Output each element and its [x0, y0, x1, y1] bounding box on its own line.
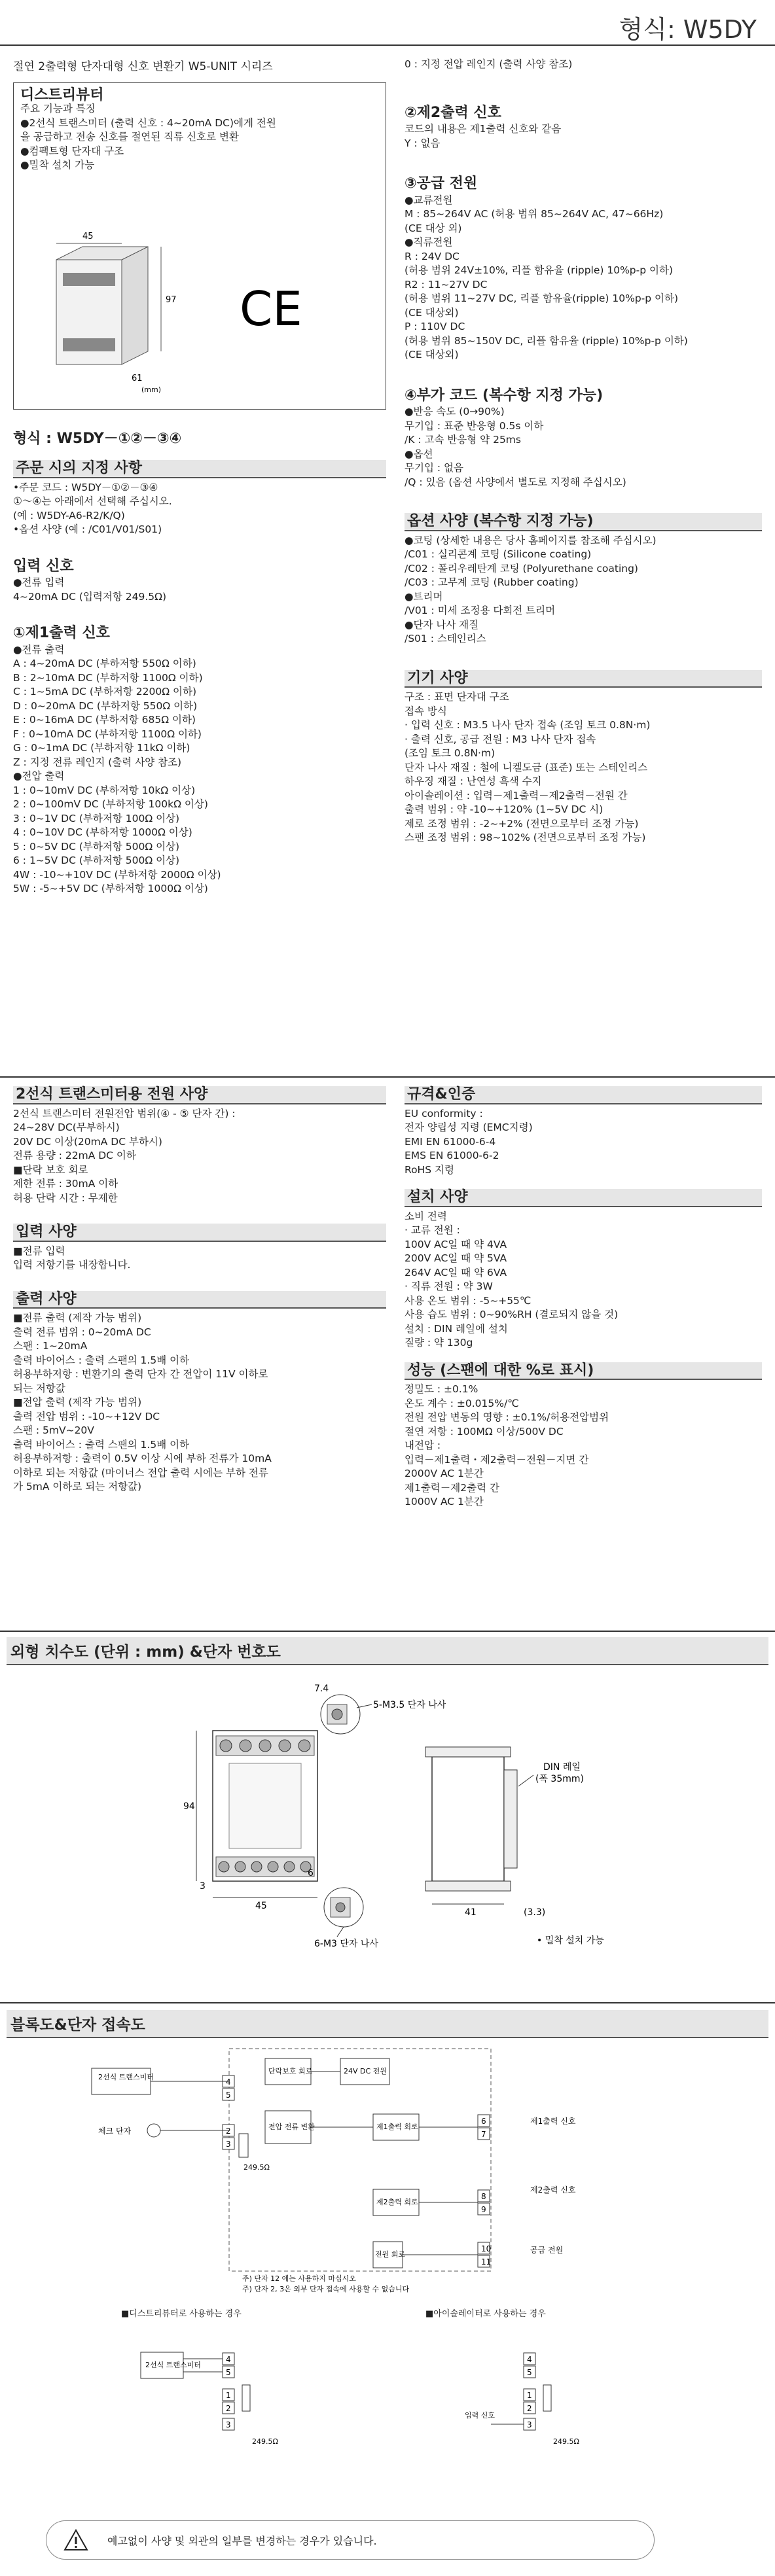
- text-line: EMI EN 61000-6-4: [405, 1135, 496, 1148]
- text-line: 하우징 재질 : 난연성 흑색 수지: [405, 775, 542, 787]
- text-line: E : 0~16mA DC (부하저항 685Ω 이하): [13, 714, 196, 726]
- text-line: 아이솔레이션 : 입력－제1출력－제2출력－전원 간: [405, 789, 628, 802]
- text-line: /Q : 있음 (옵션 사양에서 별도로 지정해 주십시오): [405, 476, 626, 488]
- text-line: Z : 지정 전류 레인지 (출력 사양 참조): [13, 756, 182, 768]
- footer-note: 예고없이 사양 및 외관의 일부를 변경하는 경우가 있습니다.: [107, 2534, 377, 2547]
- device-lines: [405, 690, 762, 845]
- standards-title: 규격&인증: [405, 1086, 762, 1104]
- block-title: 블록도&단자 접속도: [7, 2010, 768, 2038]
- output1-lines: [13, 643, 386, 896]
- case1-title: ■디스트리뷰터로 사용하는 경우: [121, 2309, 242, 2319]
- transmitter-power-lines: [13, 1107, 386, 1206]
- text-line: ●전류 입력: [13, 576, 65, 588]
- text-line: · 출력 신호, 공급 전원 : M3 나사 단자 접속: [405, 733, 596, 745]
- text-line: /C03 : 고무계 코팅 (Rubber coating): [405, 576, 579, 588]
- text-line: 제한 전류 : 30mA 이하: [13, 1178, 118, 1190]
- order-lines: [13, 481, 386, 537]
- text-line: 4~20mA DC (입력저항 249.5Ω): [13, 590, 167, 603]
- terminal-screw: [240, 1740, 251, 1752]
- text-line: ●반응 속도 (0→90%): [405, 406, 505, 417]
- case2-terminals: [524, 2353, 535, 2430]
- terminal-number: 7: [481, 2130, 486, 2139]
- text-line: B : 2~10mA DC (부하저항 1100Ω 이하): [13, 671, 203, 684]
- terminal-screw: [268, 1861, 278, 1872]
- text-line: 전원 전압 변동의 영향 : ±0.1%/허용전압범위: [405, 1411, 609, 1423]
- input-resistor: [239, 2134, 248, 2157]
- terminal-screw: [298, 1740, 310, 1752]
- dim-3: 3: [200, 1881, 206, 1892]
- case1-res: 249.5Ω: [252, 2437, 278, 2446]
- terminal-number: 4: [226, 2077, 231, 2087]
- divider-3: [0, 2002, 775, 2003]
- text-line: ■전류 출력 (제작 가능 범위): [13, 1312, 142, 1324]
- text-line: D : 0~20mA DC (부하저항 550Ω 이하): [13, 699, 198, 712]
- text-line: 허용부하저항 : 변환기의 출력 단자 간 전압이 11V 이하로: [13, 1368, 268, 1380]
- input-signal-title: 입력 신호: [13, 557, 74, 574]
- din-width: (폭 35mm): [535, 1774, 584, 1784]
- text-line: F : 0~10mA DC (부하저항 1100Ω 이하): [13, 728, 202, 740]
- check-terminal: [147, 2124, 160, 2137]
- o2-label: 제2출력 회로: [376, 2198, 418, 2206]
- text-line: 되는 저항값: [13, 1382, 65, 1394]
- options-title: 옵션 사양 (복수항 지정 가능): [405, 513, 762, 531]
- text-line: 4W : -10~+10V DC (부하저항 2000Ω 이상): [13, 868, 221, 881]
- text-line: ●직류전원: [405, 236, 453, 248]
- text-line: 전자 양립성 지령 (EMC지령): [405, 1121, 533, 1133]
- text-line: 6 : 1~5V DC (부하저항 500Ω 이상): [13, 855, 180, 866]
- text-line: 가 5mA 이하로 되는 저항값): [13, 1481, 142, 1492]
- terminal-number: 1: [226, 2391, 231, 2400]
- output2-section: [405, 106, 762, 151]
- input-spec-title: 입력 사양: [13, 1224, 386, 1242]
- text-line: ●밀착 설치 가능: [20, 159, 95, 171]
- text-line: (허용 범위 11~27V DC, 리플 함유율(ripple) 10%p-p 이하): [405, 292, 679, 304]
- screw-label-35: 5-M3.5 단자 나사: [373, 1700, 446, 1710]
- divider-2: [0, 1631, 775, 1632]
- text-line: 2 : 0~100mV DC (부하저항 100kΩ 이상): [13, 798, 208, 810]
- zoom-bottom-screw-head: [336, 1903, 345, 1912]
- terminal-number: 2: [226, 2126, 231, 2136]
- note2: 주) 단자 2, 3은 외부 단자 접속에 사용할 수 없습니다: [242, 2285, 410, 2293]
- front-terminals-bottom: [216, 1857, 314, 1877]
- res-label: 249.5Ω: [243, 2163, 270, 2172]
- text-line: Y : 없음: [405, 137, 441, 149]
- terminal-number: 3: [527, 2420, 532, 2429]
- dim-41: 41: [465, 1907, 477, 1918]
- footer-note-box: [46, 2520, 655, 2560]
- text-line: 264V AC일 때 약 6VA: [405, 1266, 507, 1279]
- text-line: ●교류전원: [405, 194, 453, 206]
- power-section: [405, 177, 762, 362]
- dim-61: 61: [132, 373, 143, 383]
- dim-97: 97: [166, 294, 177, 305]
- input-spec-lines: [13, 1244, 386, 1273]
- connection-examples: [7, 2306, 768, 2470]
- text-line: G : 0~1mA DC (부하저항 11kΩ 이하): [13, 742, 190, 754]
- text-line: /S01 : 스테인리스: [405, 633, 486, 644]
- terminal-screw: [284, 1861, 295, 1872]
- text-line: 4 : 0~10V DC (부하저항 1000Ω 이상): [13, 826, 192, 838]
- text-line: (허용 범위 24V±10%, 리플 함유율 (ripple) 10%p-p 이하): [405, 264, 673, 276]
- text-line: (예 : W5DY-A6-R2/K/Q): [13, 509, 125, 521]
- text-line: 접속 방식: [405, 705, 447, 717]
- terminal-number: 2: [527, 2404, 532, 2413]
- terminal-number: 5: [527, 2368, 532, 2377]
- input-spec-section: [13, 1224, 386, 1273]
- input-signal-section: [13, 559, 386, 605]
- text-line: ■전압 출력 (제작 가능 범위): [13, 1396, 142, 1408]
- dimensions-title: 외형 치수도 (단위 : mm) &단자 번호도: [7, 1637, 768, 1665]
- text-line: ●컴팩트형 단자대 구조: [20, 145, 124, 157]
- dim-33: (3.3): [524, 1907, 546, 1918]
- case1-tx-label: 2선식 트랜스미터: [145, 2361, 201, 2369]
- text-line: A : 4~20mA DC (부하저항 550Ω 이하): [13, 658, 196, 669]
- text-line: · 교류 전원 :: [405, 1224, 460, 1236]
- distributor-product-figure: [20, 214, 361, 397]
- text-line: (조임 토크 0.8N·m): [405, 747, 496, 759]
- order-section: [13, 460, 386, 537]
- text-line: 2선식 트랜스미터 전원전압 범위(④ - ⑤ 단자 간) :: [13, 1107, 236, 1120]
- performance-section: [405, 1362, 762, 1509]
- block-section: [7, 2010, 768, 2470]
- text-line: ●전압 출력: [13, 770, 65, 782]
- options-section: [405, 513, 762, 646]
- text-line: RoHS 지령: [405, 1163, 454, 1176]
- terminal-screw: [259, 1740, 271, 1752]
- dim-94: 94: [183, 1801, 195, 1812]
- tx-box: [92, 2068, 151, 2094]
- text-line: 허용부하저항 : 출력이 0.5V 이상 시에 부하 전류가 10mA: [13, 1453, 272, 1464]
- text-line: 2000V AC 1분간: [405, 1468, 484, 1479]
- o2sig-label: 제2출력 신호: [530, 2185, 576, 2195]
- text-line: ●코팅 (상세한 내용은 당사 홈페이지를 참조해 주십시오): [405, 534, 657, 546]
- text-line: 입력 저항기를 내장합니다.: [13, 1259, 131, 1271]
- case2-input: 입력 신호: [465, 2411, 496, 2420]
- side-bottom: [425, 1881, 511, 1891]
- text-line: 허용 단락 시간 : 무제한: [13, 1191, 118, 1204]
- text-line: (CE 대상외): [405, 349, 459, 361]
- text-line: 1 : 0~10mV DC (부하저항 10kΩ 이상): [13, 784, 196, 796]
- text-line: 제1출력－제2출력 간: [405, 1481, 499, 1494]
- output1-title: ①제1출력 신호: [13, 625, 110, 641]
- model-label: 형식: W5DY: [619, 15, 757, 44]
- text-line: ●전류 출력: [13, 643, 65, 656]
- right-terminals: [478, 2115, 491, 2267]
- terminal-row-bottom: [63, 338, 115, 351]
- mount-note: • 밀착 설치 가능: [537, 1935, 604, 1946]
- text-line: 출력 전류 범위 : 0~20mA DC: [13, 1326, 151, 1338]
- install-lines: [405, 1210, 762, 1350]
- left-terminals: [223, 2075, 234, 2149]
- terminal-number: 5: [226, 2368, 231, 2377]
- product-side: [122, 247, 148, 364]
- dim-6: 6: [308, 1868, 314, 1879]
- side-view-outline: [432, 1757, 504, 1881]
- terminal-screw: [219, 1861, 229, 1872]
- standards-section: [405, 1086, 762, 1177]
- right-column-middle: [405, 1086, 762, 1509]
- o1-label: 제1출력 회로: [376, 2123, 418, 2131]
- text-line: 출력 전압 범위 : -10~+12V DC: [13, 1410, 160, 1422]
- text-line: 무기입 : 없음: [405, 462, 463, 474]
- text-line: •주문 코드 : W5DY－①②－③④: [13, 481, 158, 493]
- divider-1: [0, 1076, 775, 1078]
- text-line: 100V AC일 때 약 4VA: [405, 1238, 507, 1250]
- install-title: 설치 사양: [405, 1189, 762, 1207]
- text-line: ■전류 입력: [13, 1244, 65, 1257]
- text-line: 정밀도 : ±0.1%: [405, 1383, 478, 1395]
- psu-label: 전원 회로: [375, 2250, 406, 2259]
- output-spec-title: 출력 사양: [13, 1291, 386, 1309]
- terminal-number: 6: [481, 2117, 486, 2126]
- text-line: 질량 : 약 130g: [405, 1337, 473, 1349]
- text-line: /V01 : 미세 조정용 다회전 트리머: [405, 605, 556, 616]
- output-spec-section: [13, 1291, 386, 1494]
- dim-45-front: 45: [255, 1901, 267, 1911]
- connection-drawings: [7, 2320, 768, 2470]
- text-line: 스팬 : 5mV~20V: [13, 1424, 94, 1436]
- text-line: 스팬 : 1~20mA: [13, 1340, 88, 1352]
- text-line: R : 24V DC: [405, 250, 460, 262]
- text-line: /C01 : 실리콘계 코팅 (Silicone coating): [405, 548, 592, 560]
- terminal-number: 3: [226, 2420, 231, 2429]
- dc24-label: 24V DC 전원: [344, 2067, 387, 2075]
- right-column-top: [405, 58, 762, 845]
- text-line: ①～④는 아래에서 선택해 주십시오.: [13, 495, 172, 507]
- output2-lines: [405, 122, 762, 150]
- text-line: EMS EN 61000-6-2: [405, 1150, 499, 1161]
- terminal-screw: [279, 1740, 291, 1752]
- text-line: 제로 조정 범위 : -2~+2% (전면으로부터 조정 가능): [405, 817, 639, 830]
- case1-terminals: [223, 2353, 234, 2430]
- terminal-number: 4: [226, 2355, 231, 2364]
- text-line: •옵션 사양 (예 : /C01/V01/S01): [13, 523, 162, 535]
- text-line: 을 공급하고 전송 신호를 절연된 직류 신호로 변환: [20, 131, 239, 143]
- transmitter-power-section: [13, 1086, 386, 1205]
- terminal-number: 3: [226, 2140, 231, 2149]
- text-line: /C02 : 폴리우레탄계 코팅 (Polyurethane coating): [405, 562, 638, 574]
- text-line: 주요 기능과 특징: [20, 103, 96, 115]
- wires: [151, 2072, 478, 2255]
- text-line: 전류 용량 : 22mA DC 이하: [13, 1150, 136, 1161]
- power-lines: [405, 194, 762, 362]
- text-line: 절연 저항 : 100MΩ 이상/500V DC: [405, 1425, 564, 1438]
- terminal-number: 2: [226, 2404, 231, 2413]
- din-leader: [518, 1775, 533, 1786]
- text-line: 3 : 0~1V DC (부하저항 100Ω 이상): [13, 812, 180, 824]
- terminal-number: 4: [527, 2355, 532, 2364]
- model-code: 형식 : W5DY－①②－③④: [13, 430, 182, 447]
- text-line: 출력 바이어스 : 출력 스팬의 1.5배 이하: [13, 1354, 190, 1366]
- distributor-title: 디스트리뷰터: [20, 86, 104, 103]
- text-line: 이하로 되는 저항값 (마이너스 전압 출력 시에는 부하 전류: [13, 1466, 268, 1479]
- text-line: ●옵션: [405, 448, 433, 460]
- front-panel: [229, 1763, 301, 1848]
- text-line: 무기입 : 표준 반응형 0.5s 이하: [405, 419, 544, 432]
- terminal-screw: [235, 1861, 245, 1872]
- terminal-row-top: [63, 273, 115, 286]
- device-section: [405, 670, 762, 845]
- text-line: (허용 범위 85~150V DC, 리플 함유율 (ripple) 10%p-p 이하): [405, 334, 688, 347]
- ce-mark: CE: [240, 281, 302, 336]
- text-line: ●트리머: [405, 590, 443, 603]
- warning-icon: [63, 2528, 89, 2552]
- screw-leader-35: [357, 1704, 372, 1708]
- power-title: ③공급 전원: [405, 175, 478, 192]
- terminal-number: 10: [481, 2244, 492, 2253]
- supply-label: 공급 전원: [530, 2246, 564, 2255]
- text-line: 단자 나사 재질 : 철에 니켈도금 (표준) 또는 스테인리스: [405, 761, 648, 773]
- text-line: 스팬 조정 범위 : 98~102% (전면으로부터 조정 가능): [405, 832, 646, 843]
- terminal-screw: [251, 1861, 262, 1872]
- text-line: (CE 대상외): [405, 306, 459, 319]
- text-line: ■단락 보호 회로: [13, 1163, 88, 1176]
- text-line: 출력 범위 : 약 -10~+120% (1~5V DC 시): [405, 803, 604, 815]
- order-title: 주문 시의 지정 사항: [13, 460, 386, 478]
- din-clip: [504, 1770, 517, 1868]
- terminal-number: 11: [481, 2257, 492, 2267]
- text-line: 사용 습도 범위 : 0~90%RH (결로되지 않을 것): [405, 1309, 619, 1320]
- din-label: DIN 레일: [543, 1762, 581, 1773]
- text-line: 코드의 내용은 제1출력 신호와 같음: [405, 123, 562, 135]
- dim-45: 45: [82, 231, 94, 241]
- block-diagram: [7, 2042, 768, 2304]
- dimension-drawing: [7, 1672, 768, 1960]
- dim-unit: (mm): [141, 385, 162, 394]
- screw-leader-3: [337, 1927, 344, 1937]
- text-line: ●2선식 트랜스미터 (출력 신호 : 4~20mA DC)에게 전원: [20, 116, 276, 129]
- screw-label-3: 6-M3 단자 나사: [314, 1939, 378, 1949]
- text-line: · 입력 신호 : M3.5 나사 단자 접속 (조임 토크 0.8N·m): [405, 719, 651, 731]
- o1sig-label: 제1출력 신호: [530, 2117, 576, 2126]
- text-line: P : 110V DC: [405, 321, 465, 332]
- terminal-screw: [220, 1740, 232, 1752]
- terminal-number: 5: [226, 2091, 231, 2100]
- terminal-number: 1: [527, 2391, 532, 2400]
- text-line: 소비 전력: [405, 1210, 447, 1222]
- distributor-box: [13, 82, 386, 410]
- transmitter-power-title: 2선식 트랜스미터용 전원 사양: [13, 1086, 386, 1104]
- case2-title: ■아이솔레이터로 사용하는 경우: [425, 2309, 546, 2319]
- text-line: 내전압 :: [405, 1439, 441, 1451]
- case2-res: 249.5Ω: [553, 2437, 579, 2446]
- text-line: 20V DC 이상(20mA DC 부하시): [13, 1135, 162, 1148]
- output2-title: ②제2출력 신호: [405, 104, 501, 121]
- performance-lines: [405, 1383, 762, 1509]
- text-line: EU conformity :: [405, 1107, 483, 1120]
- case2-resistor: [543, 2385, 551, 2411]
- intro-title: 절연 2출력형 단자대형 신호 변환기 W5-UNIT 시리즈: [13, 60, 273, 73]
- text-line: 사용 온도 범위 : -5~+55℃: [405, 1294, 532, 1307]
- input-signal-lines: [13, 576, 386, 604]
- text-line: 구조 : 표면 단자대 구조: [405, 691, 509, 703]
- standards-lines: [405, 1107, 762, 1178]
- text-line: · 직류 전원 : 약 3W: [405, 1280, 493, 1292]
- addon-title: ④부가 코드 (복수항 지정 가능): [405, 387, 604, 404]
- output1-section: [13, 626, 386, 896]
- distributor-lines: [20, 102, 379, 173]
- zoom-top-screw-head: [332, 1709, 342, 1720]
- text-line: ●단자 나사 재질: [405, 618, 479, 631]
- addon-lines: [405, 405, 762, 489]
- side-top: [425, 1747, 511, 1757]
- check-label: 체크 단자: [98, 2126, 132, 2136]
- header-bar: [0, 0, 775, 46]
- text-line: C : 1~5mA DC (부하저항 2200Ω 이하): [13, 686, 197, 697]
- text-line: 24~28V DC(무부하시): [13, 1121, 120, 1133]
- output-spec-lines: [13, 1311, 386, 1494]
- text-line: 온도 계수 : ±0.015%/℃: [405, 1397, 519, 1409]
- addon-section: [405, 389, 762, 490]
- text-line: /K : 고속 반응형 약 25ms: [405, 434, 521, 446]
- text-line: 입력－제1출력・제2출력－전원－지면 간: [405, 1453, 589, 1466]
- conv-label: 전압 전류 변환: [268, 2123, 315, 2131]
- install-section: [405, 1189, 762, 1350]
- left-column-middle: [13, 1086, 386, 1494]
- short-label: 단락보호 회로: [268, 2067, 313, 2075]
- tx-label: 2선식 트랜스미터: [98, 2073, 154, 2081]
- terminal-number: 9: [481, 2205, 486, 2214]
- text-line: 설치 : DIN 레일에 설치: [405, 1322, 508, 1335]
- options-lines: [405, 534, 762, 646]
- terminal-number: 8: [481, 2192, 486, 2201]
- device-title: 기기 사양: [405, 670, 762, 688]
- text-line: 5 : 0~5V DC (부하저항 500Ω 이상): [13, 840, 180, 853]
- text-line: (CE 대상 외): [405, 222, 462, 234]
- text-line: R2 : 11~27V DC: [405, 278, 488, 291]
- text-line: 5W : -5~+5V DC (부하저항 1000Ω 이상): [13, 883, 208, 894]
- text-line: 200V AC일 때 약 5VA: [405, 1252, 507, 1264]
- output2-pre: 0 : 지정 전압 레인지 (출력 사양 참조): [405, 58, 573, 70]
- text-line: M : 85~264V AC (허용 범위 85~264V AC, 47~66Hz): [405, 208, 664, 220]
- case1-resistor: [242, 2385, 250, 2411]
- left-column-top: [13, 60, 386, 896]
- dimensions-section: [7, 1637, 768, 1962]
- text-line: 1000V AC 1분간: [405, 1496, 484, 1508]
- performance-title: 성능 (스팬에 대한 %로 표시): [405, 1362, 762, 1381]
- note1: 주) 단자 12 에는 사용하지 마십시오: [242, 2274, 356, 2283]
- dim-74: 7.4: [314, 1684, 329, 1694]
- text-line: 출력 바이어스 : 출력 스팬의 1.5배 이하: [13, 1438, 190, 1451]
